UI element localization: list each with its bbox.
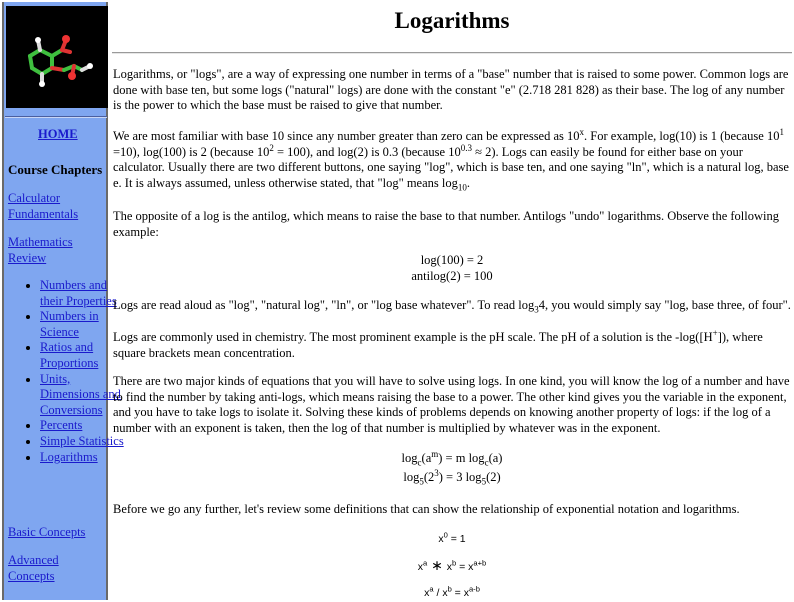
home-link[interactable]: HOME	[38, 127, 78, 141]
definition-quotient: $x^a / x^b = x^{a-b}$	[424, 584, 480, 599]
page-title: Logarithms	[394, 8, 510, 33]
equations-paragraph: There are two major kinds of equations that you will have to solve using logs. In one kind, you will know the log of a number and have to find the number by taking anti-logs, which means raising the base to a power. The other kind gives you the variable in the exponent, and you have to take logs to isolate it. Solving these kinds of problems depends on knowing another property of logs: if the log of a number with an exponent is taken, then the log of that number is multiplied by whatever was in the exponent.	[113, 374, 790, 436]
submenu-item[interactable]: • Ratios and Proportions	[40, 340, 126, 371]
base-ten-paragraph: We are most familiar with base 10 since any number greater than zero can be expressed as 10$^x$. For example, log(10) is 1 (because $10^1 =10$), log(100) is 2 (because $10^2 = 100$), and log(2) is 0.3 (because $10^{0.3} \approx 2$). Logs can easily be found for either base on your calculator. Usually there are two different buttons, one saying "log", which is base ten, and one saying "ln", which is a natural log, base e. It is always assumed, unless otherwise stated, that "log" means $\log_{10}$.	[113, 126, 789, 193]
molecule-logo	[6, 6, 108, 108]
submenu-item[interactable]: • Numbers and their Properties	[40, 278, 126, 309]
submenu-item[interactable]: • Percents	[40, 418, 126, 434]
equation-power-example: $\log_5(2^3) = 3$ $\log_5(2)$	[403, 467, 501, 487]
sidebar-divider	[5, 116, 107, 118]
equation-antilog: antilog(2) = 100	[411, 269, 493, 283]
basic-concepts-link[interactable]: Basic Concepts	[8, 525, 86, 539]
antilog-paragraph: The opposite of a log is the antilog, which means to raise the base to that number. Antilogs "undo" logarithms. Observe the following example:	[113, 209, 779, 239]
definition-product: $x^a$ ∗ $x^b = x^{a+b}$	[417, 557, 487, 573]
submenu-item[interactable]: • Simple Statistics	[40, 434, 126, 450]
course-chapters-heading: Course Chapters	[8, 162, 103, 177]
definition-zero-exponent: $x^0 = 1$	[438, 530, 466, 545]
submenu-item[interactable]: • Units, Dimensions and Conversions	[40, 372, 126, 419]
definitions-intro: Before we go any further, let's review some definitions that can show the relationship of exponential notation and logarithms.	[113, 502, 740, 516]
intro-paragraph: Logarithms, or "logs", are a way of expressing one number in terms of a "base" number that is raised to some power. Common logs are done with base ten, but some logs ("natural" logs) are done with the constant "e" (2.718 281 828) as their base. The log of any number is the power to which the base must be raised to give that number.	[113, 67, 789, 113]
reading-logs-paragraph: Logs are read aloud as "log", "natural log", "ln", or "log base whatever". To read $\log_34$, you would simply say "log, base three, of four".	[113, 298, 791, 315]
chapter-submenu	[22, 278, 126, 465]
calculator-fundamentals-link[interactable]: Calculator Fundamentals	[8, 191, 79, 221]
molecule-icon	[6, 6, 108, 108]
chemistry-paragraph: Logs are commonly used in chemistry. The most prominent example is the pH scale. The pH of a solution is the -log([H+]), where square brackets mean concentration.	[113, 327, 763, 360]
title-divider	[112, 52, 792, 54]
submenu-item-current[interactable]: • Logarithms	[40, 450, 126, 466]
mathematics-review-link[interactable]: Mathematics Review	[8, 235, 73, 265]
advanced-concepts-link[interactable]: Advanced Concepts	[8, 553, 59, 583]
equation-power-rule: $\log_c(a^m) = m$ $\log_c(a)$	[401, 448, 503, 468]
submenu-item[interactable]: • Numbers in Science	[40, 309, 126, 340]
equation-log: log(100) = 2	[420, 253, 484, 267]
